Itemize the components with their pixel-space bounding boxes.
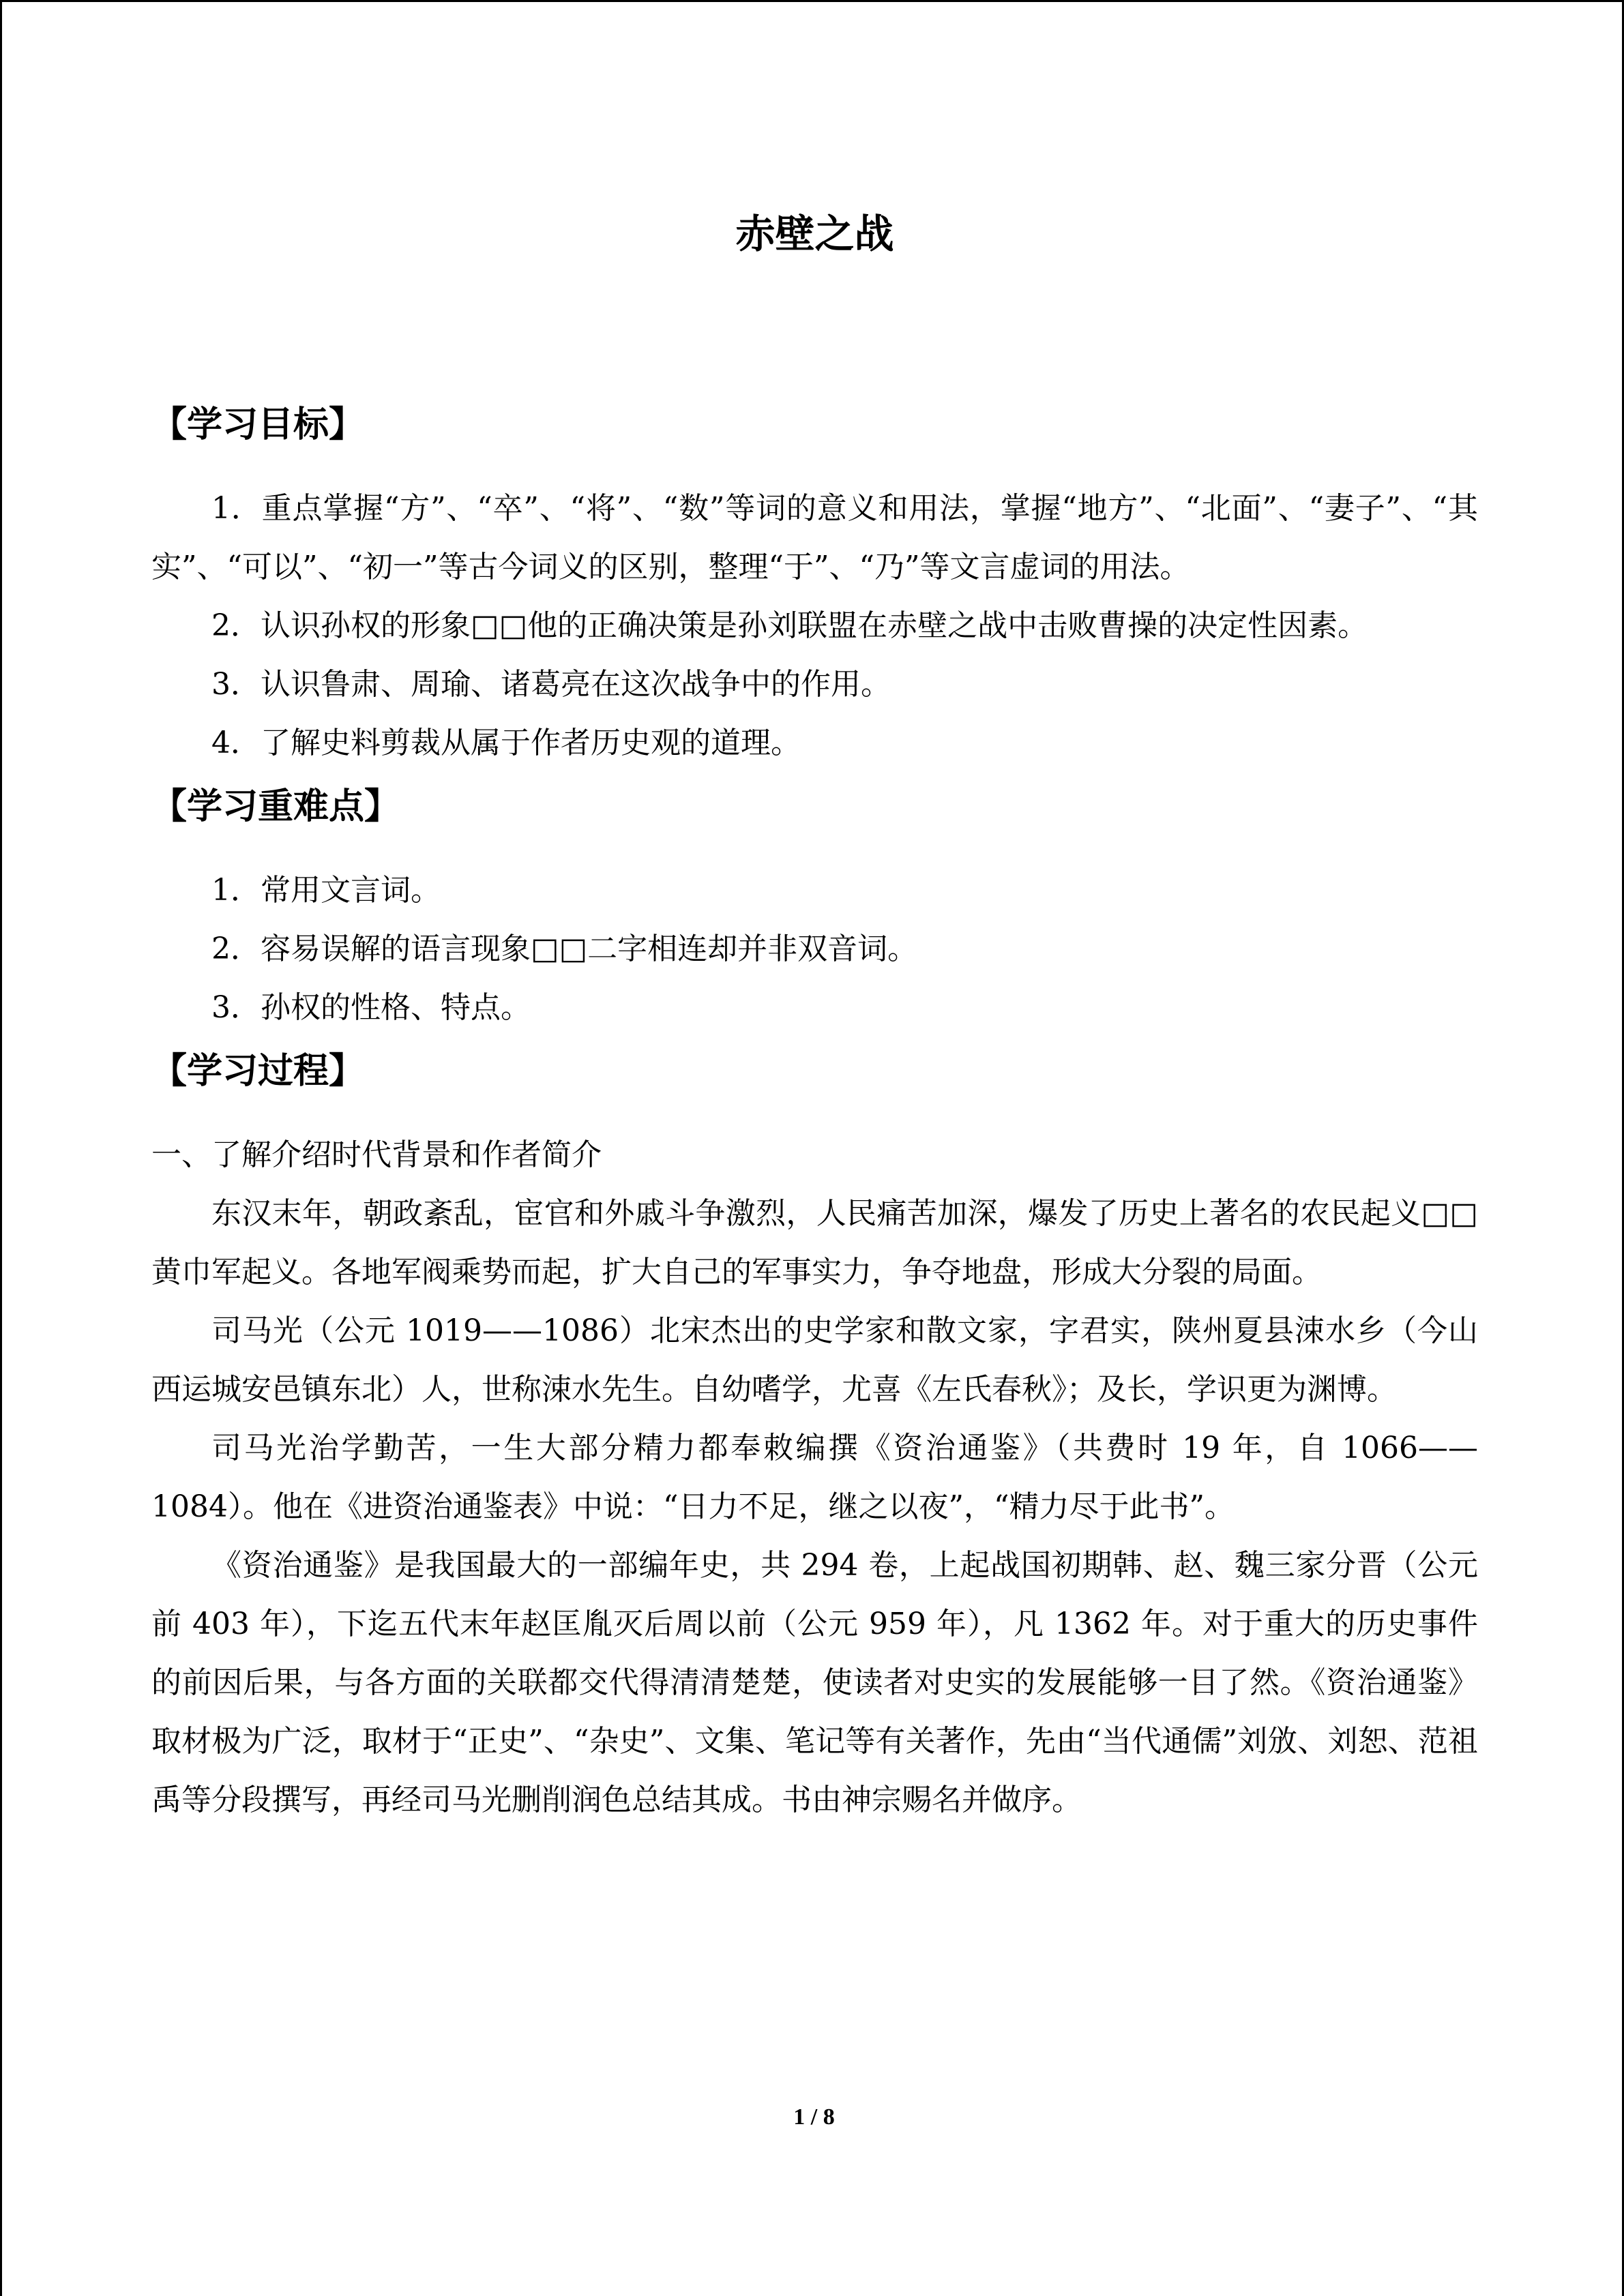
section-heading-key-points: 【学习重难点】 [151, 786, 400, 827]
key-point-item-2: 2．容易误解的语言现象□□二字相连却并非双音词。 [211, 931, 918, 966]
goal-item-2: 2．认识孙权的形象□□他的正确决策是孙刘联盟在赤壁之战中击败曹操的决定性因素。 [211, 608, 1368, 643]
process-paragraph-3: 司马光治学勤苦，一生大部分精力都奉敕编撰《资治通鉴》（共费时 19 年，自 1066——1084）。他在《进资治通鉴表》中说：“日力不足，继之以夜”，“精力尽于此书”。 [151, 1431, 1478, 1524]
section-goals [151, 398, 1478, 773]
section-process [151, 1044, 1478, 1830]
section-key-points [151, 779, 1478, 1037]
process-paragraph-1: 东汉末年，朝政紊乱，宦官和外戚斗争激烈，人民痛苦加深，爆发了历史上著名的农民起义□□黄巾军起义。各地军阀乘势而起，扩大自己的军事实力，争夺地盘，形成大分裂的局面。 [151, 1196, 1478, 1289]
page-title: 赤壁之战 [735, 211, 894, 257]
key-point-item-3: 3．孙权的性格、特点。 [211, 990, 531, 1025]
process-paragraph-2: 司马光（公元 1019——1086）北宋杰出的史学家和散文家，字君实，陕州夏县涑水乡（今山西运城安邑镇东北）人，世称涑水先生。自幼嗜学，尤喜《左氏春秋》；及长，学识更为渊博。 [151, 1313, 1478, 1407]
process-subheading: 一、了解介绍时代背景和作者简介 [151, 1137, 602, 1172]
key-point-item-1: 1．常用文言词。 [211, 873, 441, 908]
section-heading-goals: 【学习目标】 [151, 404, 365, 445]
process-paragraph-4: 《资治通鉴》是我国最大的一部编年史，共 294 卷，上起战国初期韩、赵、魏三家分晋（公元前 403 年），下迄五代末年赵匡胤灭后周以前（公元 959 年），凡 1362 年。对于重大的历史事件的前因后果，与各方面的关联都交代得清清楚楚，使读者对史实的发展能够一目了然。《资治通鉴》取材极为广泛，取材于“正史”、“杂史”、文集、笔记等有关著作，先由“当代通儒”刘攽、刘恕、范祖禹等分段撰写，再经司马光删削润色总结其成。书由神宗赐名并做序。 [151, 1548, 1478, 1817]
page-number: 1 / 8 [793, 2104, 835, 2130]
document-body [151, 207, 1478, 1830]
goal-item-3: 3．认识鲁肃、周瑜、诸葛亮在这次战争中的作用。 [211, 667, 891, 702]
goal-item-1: 1．重点掌握“方”、“卒”、“将”、“数”等词的意义和用法，掌握“地方”、“北面”、“妻子”、“其实”、“可以”、“初一”等古今词义的区别，整理“于”、“乃”等文言虚词的用法。 [151, 491, 1478, 584]
section-heading-process: 【学习过程】 [151, 1051, 365, 1092]
goal-item-4: 4．了解史料剪裁从属于作者历史观的道理。 [211, 726, 801, 760]
